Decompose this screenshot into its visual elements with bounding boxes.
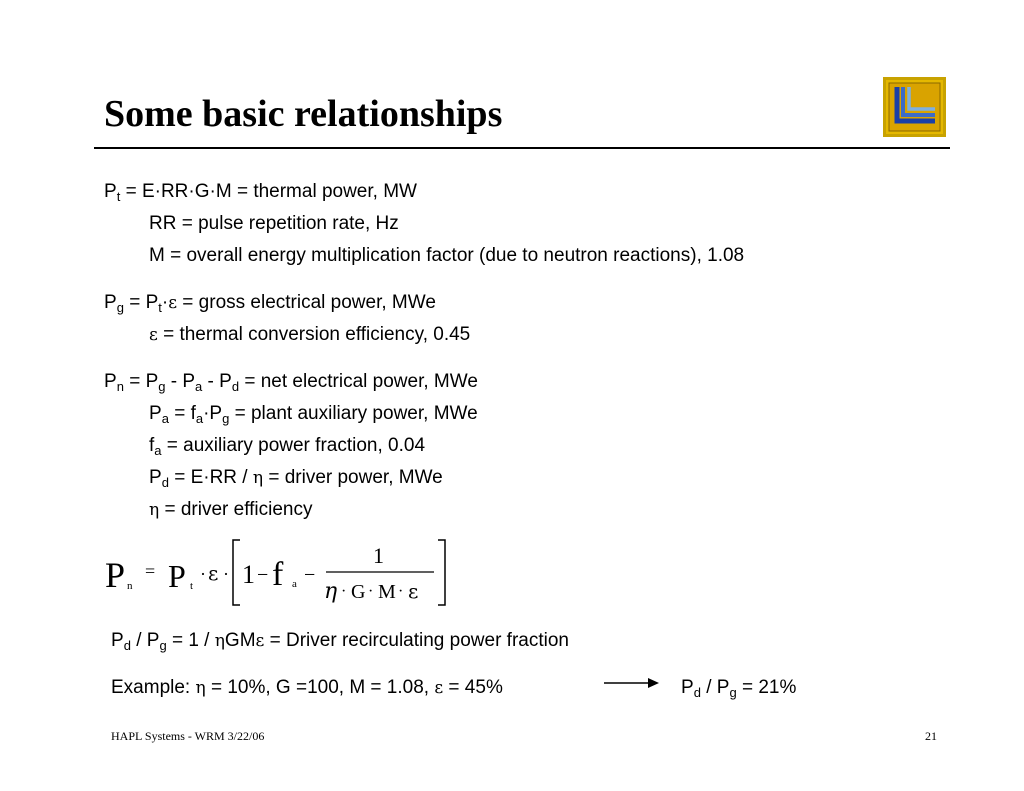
- formula-m: M: [378, 581, 396, 603]
- right-bracket: [438, 540, 445, 605]
- eta-definition: η = driver efficiency: [149, 499, 313, 520]
- pd-definition: $P_d = E\cdot RR / \eta$ = driver power, MWe: [149, 467, 443, 490]
- formula-g: G: [351, 581, 366, 603]
- footer-left: HAPL Systems - WRM 3/22/06: [111, 729, 265, 743]
- m-definition: M = overall energy multiplication factor (due to neutron reactions), 1.08: [149, 245, 745, 266]
- page-number: 21: [925, 729, 937, 743]
- fa-definition: $f_a$ = auxiliary power fraction, 0.04: [149, 435, 426, 458]
- pg-definition: $P_g = P_t\cdot\varepsilon$ = gross electrical power, MWe: [104, 292, 436, 315]
- left-bracket: [233, 540, 240, 605]
- formula-numerator: 1: [373, 543, 384, 568]
- formula-epsilon-2: ε: [408, 579, 419, 603]
- slide-title: Some basic relationships: [104, 93, 503, 135]
- formula-eta: η: [324, 579, 338, 604]
- formula-sub-t: t: [190, 580, 194, 592]
- example-result: $P_d / P_g = 21\%$: [681, 677, 797, 700]
- formula-pt: P: [168, 558, 186, 594]
- pn-definition: $P_n = P_g - P_a - P_d$ = net electrical power, MWe: [104, 371, 478, 394]
- pt-definition: $P_t = E\cdot RR\cdot G\cdot M$ = thermal power, MW: [104, 181, 417, 204]
- pa-definition: $P_a = f_a\cdot P_g$ = plant auxiliary power, MWe: [149, 403, 478, 426]
- formula-dot-4: ·: [368, 583, 374, 600]
- formula-equals: =: [145, 561, 156, 581]
- recirculating-fraction: $P_d / P_g = 1 / \eta GM\varepsilon$ = Driver recirculating power fraction: [111, 630, 569, 653]
- formula-dot-3: ·: [341, 583, 347, 600]
- formula-dot-1: ·: [200, 564, 206, 584]
- formula-sub-a: a: [292, 578, 297, 590]
- formula-f: f: [272, 556, 284, 593]
- arrow-icon: [604, 677, 660, 689]
- formula-minus-1: −: [257, 564, 269, 586]
- formula-p: P: [105, 555, 126, 595]
- title-divider: [94, 147, 950, 149]
- rr-definition: RR = pulse repetition rate, Hz: [149, 213, 399, 234]
- formula-sub-n: n: [127, 580, 133, 592]
- epsilon-definition: ε = thermal conversion efficiency, 0.45: [149, 324, 471, 345]
- formula-minus-2: −: [304, 564, 316, 586]
- formula-epsilon: ε: [208, 561, 219, 585]
- formula-dot-2: ·: [223, 564, 229, 584]
- formula-one: 1: [242, 560, 255, 589]
- example-line: Example: η = 10%, G =100, M = 1.08, ε = 45%: [111, 677, 503, 698]
- net-power-formula: [100, 535, 460, 610]
- formula-dot-5: ·: [398, 583, 404, 600]
- llnl-logo: [883, 77, 946, 137]
